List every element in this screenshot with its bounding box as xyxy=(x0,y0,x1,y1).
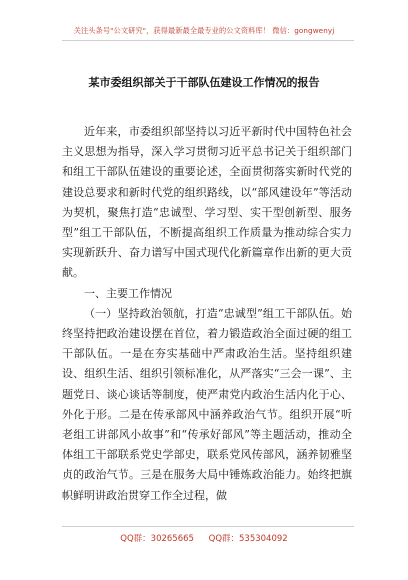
paragraph-intro: 近年来，市委组织部坚持以习近平新时代中国特色社会主义思想为指导，深入学习贯彻习近平总书记关于组织部门和组工干部队伍建设的重要论述，全面贯彻落实新时代党的建设总要求和新时代党的组织路线，以“部风建设年”等活动为契机，聚焦打造“忠诚型、学习型、实干型创新型、服务型”组工干部队伍，不断提高组织工作质量为推动综合实力实现新跃升、奋力谱写中国式现代化新篇章作出新的更大贡献。 xyxy=(62,125,352,280)
header-note: 关注头条号"公文研究"，获得最新最全最专业的公文资料库！ 微信：gongwenyj xyxy=(73,26,335,35)
document-body xyxy=(62,122,352,506)
footer-divider xyxy=(62,526,354,527)
footer-note xyxy=(0,532,408,544)
header-divider xyxy=(62,40,354,41)
paragraph-section-1: （一）坚持政治领航，打造“忠诚型”组工干部队伍。始终坚持把政治建设摆在首位，着力锻造政治全面过硬的组工干部队伍。一是在夯实基础中严肃政治生活。坚持组织建设、组织生活、组织引领标准化，从严落实“三会一课”、主题党日、谈心谈话等制度，使严肃党内政治生活内化于心、外化于形。二是在传承部风中涵养政治气节。组织开展“听老组工讲部风小故事”和“传承好部风”等主题活动，推动全体组工干部联系党史学部史，联系党风传部风，涵养韧雅坚贞的政治气节。三是在服务大局中锤炼政治能力。始终把旗帜鲜明讲政治贯穿工作全过程，做 xyxy=(62,306,352,502)
footer-qq-group-1: QQ群：30265665 xyxy=(120,534,194,544)
section-heading: 一、主要工作情况 xyxy=(84,286,172,300)
document-title: 某市委组织部关于干部队伍建设工作情况的报告 xyxy=(88,76,320,89)
footer-qq-group-2: QQ群：535304092 xyxy=(208,534,288,544)
